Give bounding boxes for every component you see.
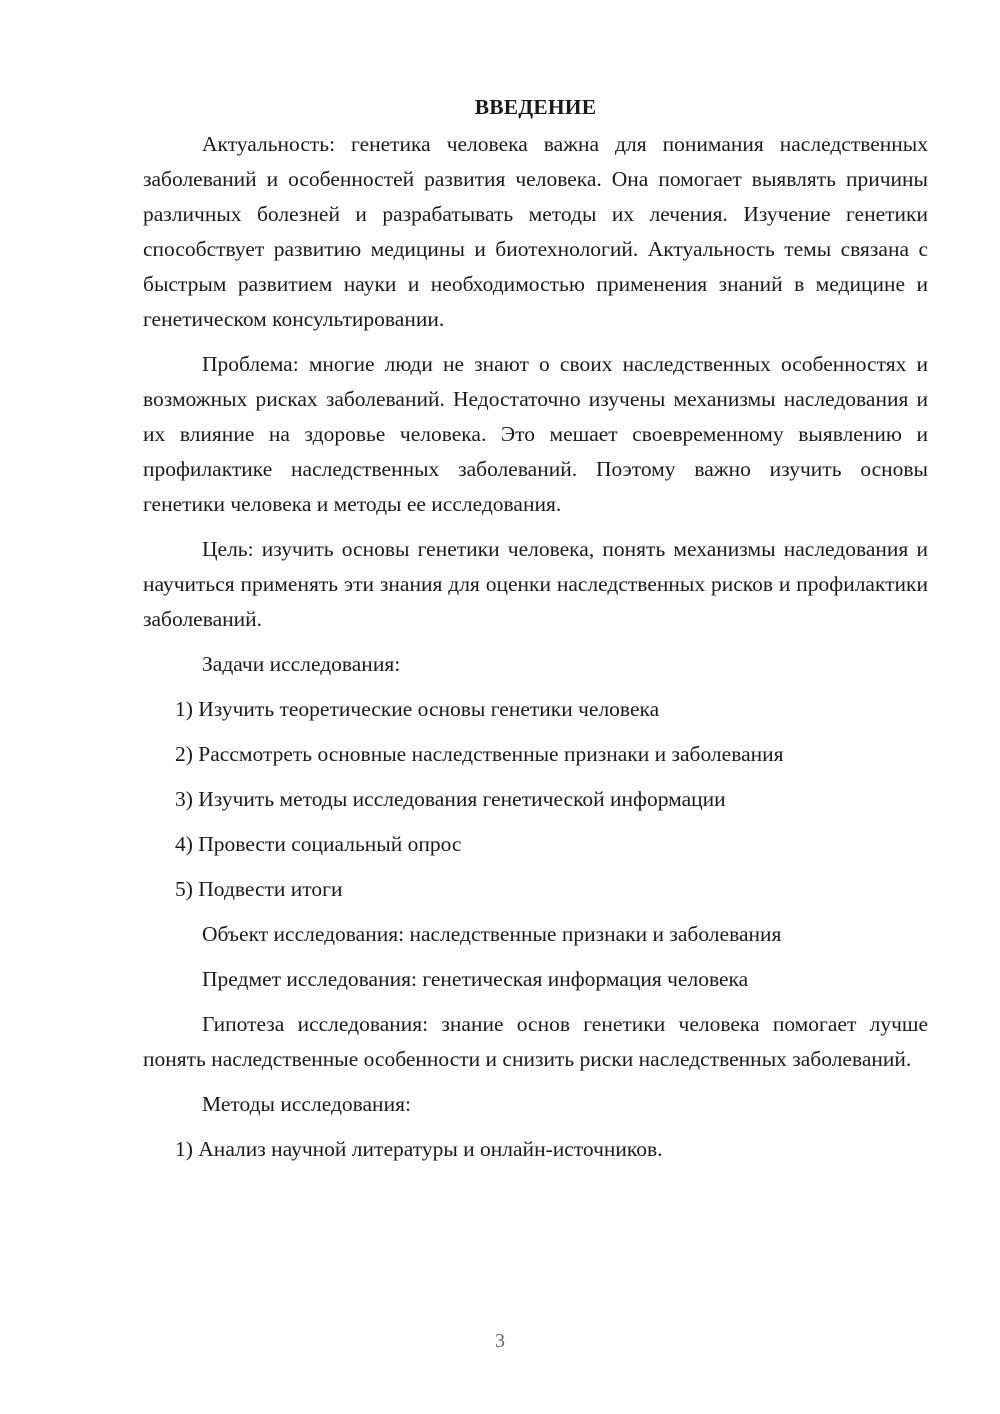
task-item-1: 1) Изучить теоретические основы генетики человека — [175, 697, 660, 721]
method-item-1: 1) Анализ научной литературы и онлайн-источников. — [175, 1137, 663, 1161]
methods-heading: Методы исследования: — [202, 1092, 411, 1116]
goal-paragraph: Цель: изучить основы генетики человека, понять механизмы наследования и научиться применять эти знания для оценки наследственных рисков и профилактики заболеваний. — [143, 537, 928, 631]
page-content — [143, 90, 928, 1177]
task-item-2: 2) Рассмотреть основные наследственные признаки и заболевания — [175, 742, 784, 766]
task-item-5: 5) Подвести итоги — [175, 877, 343, 901]
research-subject: Предмет исследования: генетическая информация человека — [202, 967, 749, 991]
page-number: 3 — [495, 1330, 505, 1352]
research-object: Объект исследования: наследственные признаки и заболевания — [202, 922, 782, 946]
relevance-paragraph: Актуальность: генетика человека важна для понимания наследственных заболеваний и особенностей развития человека. Она помогает выявлять причины различных болезней и разрабатывать методы их лечения. Изучение генетики способствует развитию медицины и биотехнологий. Актуальность темы связана с быстрым развитием науки и необходимостью применения знаний в медицине и генетическом консультировании. — [143, 132, 928, 331]
task-item-3: 3) Изучить методы исследования генетической информации — [175, 787, 726, 811]
hypothesis-paragraph: Гипотеза исследования: знание основ генетики человека помогает лучше понять наследственные особенности и снизить риски наследственных заболеваний. — [143, 1012, 928, 1071]
task-item-4: 4) Провести социальный опрос — [175, 832, 462, 856]
tasks-heading: Задачи исследования: — [202, 652, 401, 676]
page-title: ВВЕДЕНИЕ — [474, 95, 597, 119]
problem-paragraph: Проблема: многие люди не знают о своих наследственных особенностях и возможных рисках заболеваний. Недостаточно изучены механизмы наследования и их влияние на здоровье человека. Это мешает своевременному выявлению и профилактике наследственных заболеваний. Поэтому важно изучить основы генетики человека и методы ее исследования. — [143, 352, 928, 516]
